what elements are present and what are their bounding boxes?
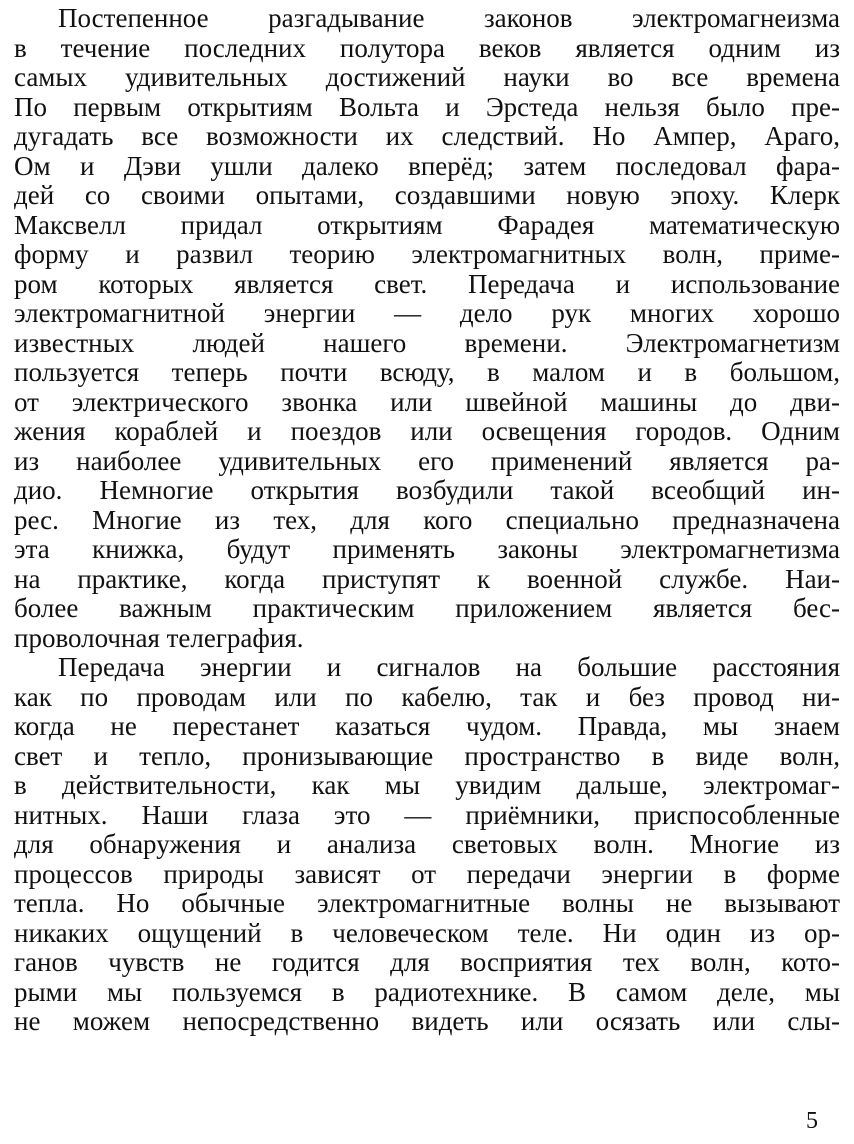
text-line: Передача энергии и сигналов на большие расстояния (58, 653, 840, 682)
paragraph-1 (14, 4, 840, 653)
text-line: самых удивительных достижений науки во все времена (14, 63, 840, 92)
text-line: как по проводам или по кабелю, так и без провод ни- (14, 682, 840, 712)
text-line: на практике, когда приступят к военной службе. Наи- (14, 564, 840, 594)
text-line: никаких ощущений в человеческом теле. Ни один из ор- (14, 918, 840, 948)
page-number: 5 (806, 1108, 818, 1134)
text-line: пользуется теперь почти всюду, в малом и в большом, (14, 358, 840, 387)
text-line: ром которых является свет. Передача и использование (14, 269, 840, 299)
text-line: дугадать все возможности их следствий. Но Ампер, Араго, (14, 122, 840, 151)
text-line: в действительности, как мы увидим дальше, электромаг- (14, 771, 840, 800)
text-line: от электрического звонка или швейной машины до дви- (14, 387, 840, 417)
text-line: рыми мы пользуемся в радиотехнике. В самом деле, мы (14, 977, 840, 1007)
text-line: процессов природы зависят от передачи энергии в форме (14, 859, 840, 889)
text-line: не можем непосредственно видеть или осязать или слы- (14, 1007, 840, 1036)
text-line: По первым открытиям Вольта и Эрстеда нельзя было пре- (14, 92, 840, 122)
text-line: ганов чувств не годится для восприятия тех волн, кото- (14, 948, 840, 977)
text-line: тепла. Но обычные электромагнитные волны не вызывают (14, 889, 840, 918)
text-line: нитных. Наши глаза это — приёмники, приспособленные (14, 800, 840, 830)
text-line: жения кораблей и поездов или освещения городов. Одним (14, 417, 840, 446)
text-line: Постепенное разгадывание законов электромагнеизма (58, 4, 840, 33)
text-line: проволочная телеграфия. (14, 623, 304, 653)
text-line: эта книжка, будут применять законы электромагнетизма (14, 535, 840, 564)
text-line: форму и развил теорию электромагнитных волн, приме- (14, 240, 840, 269)
body-text (14, 4, 840, 1037)
paragraph-2 (14, 653, 840, 1037)
text-line: свет и тепло, пронизывающие пространство в виде волн, (14, 741, 840, 771)
text-line: рес. Многие из тех, для кого специально предназначена (14, 505, 840, 535)
text-line: для обнаружения и анализа световых волн. Многие из (14, 830, 840, 859)
text-line: дей со своими опытами, создавшими новую эпоху. Клерк (14, 181, 840, 210)
text-line: известных людей нашего времени. Электромагнетизм (14, 328, 840, 358)
text-line: дио. Немногие открытия возбудили такой всеобщий ин- (14, 476, 840, 505)
text-line: электромагнитной энергии — дело рук многих хорошо (14, 299, 840, 328)
text-line: более важным практическим приложением является бес- (14, 594, 840, 623)
text-line: когда не перестанет казаться чудом. Правда, мы знаем (14, 712, 840, 741)
text-line: из наиболее удивительных его применений является ра- (14, 446, 840, 476)
text-line: Максвелл придал открытиям Фарадея математическую (14, 210, 840, 240)
text-line: в течение последних полутора веков является одним из (14, 33, 840, 63)
text-line: Ом и Дэви ушли далеко вперёд; затем последовал фара- (14, 151, 840, 181)
